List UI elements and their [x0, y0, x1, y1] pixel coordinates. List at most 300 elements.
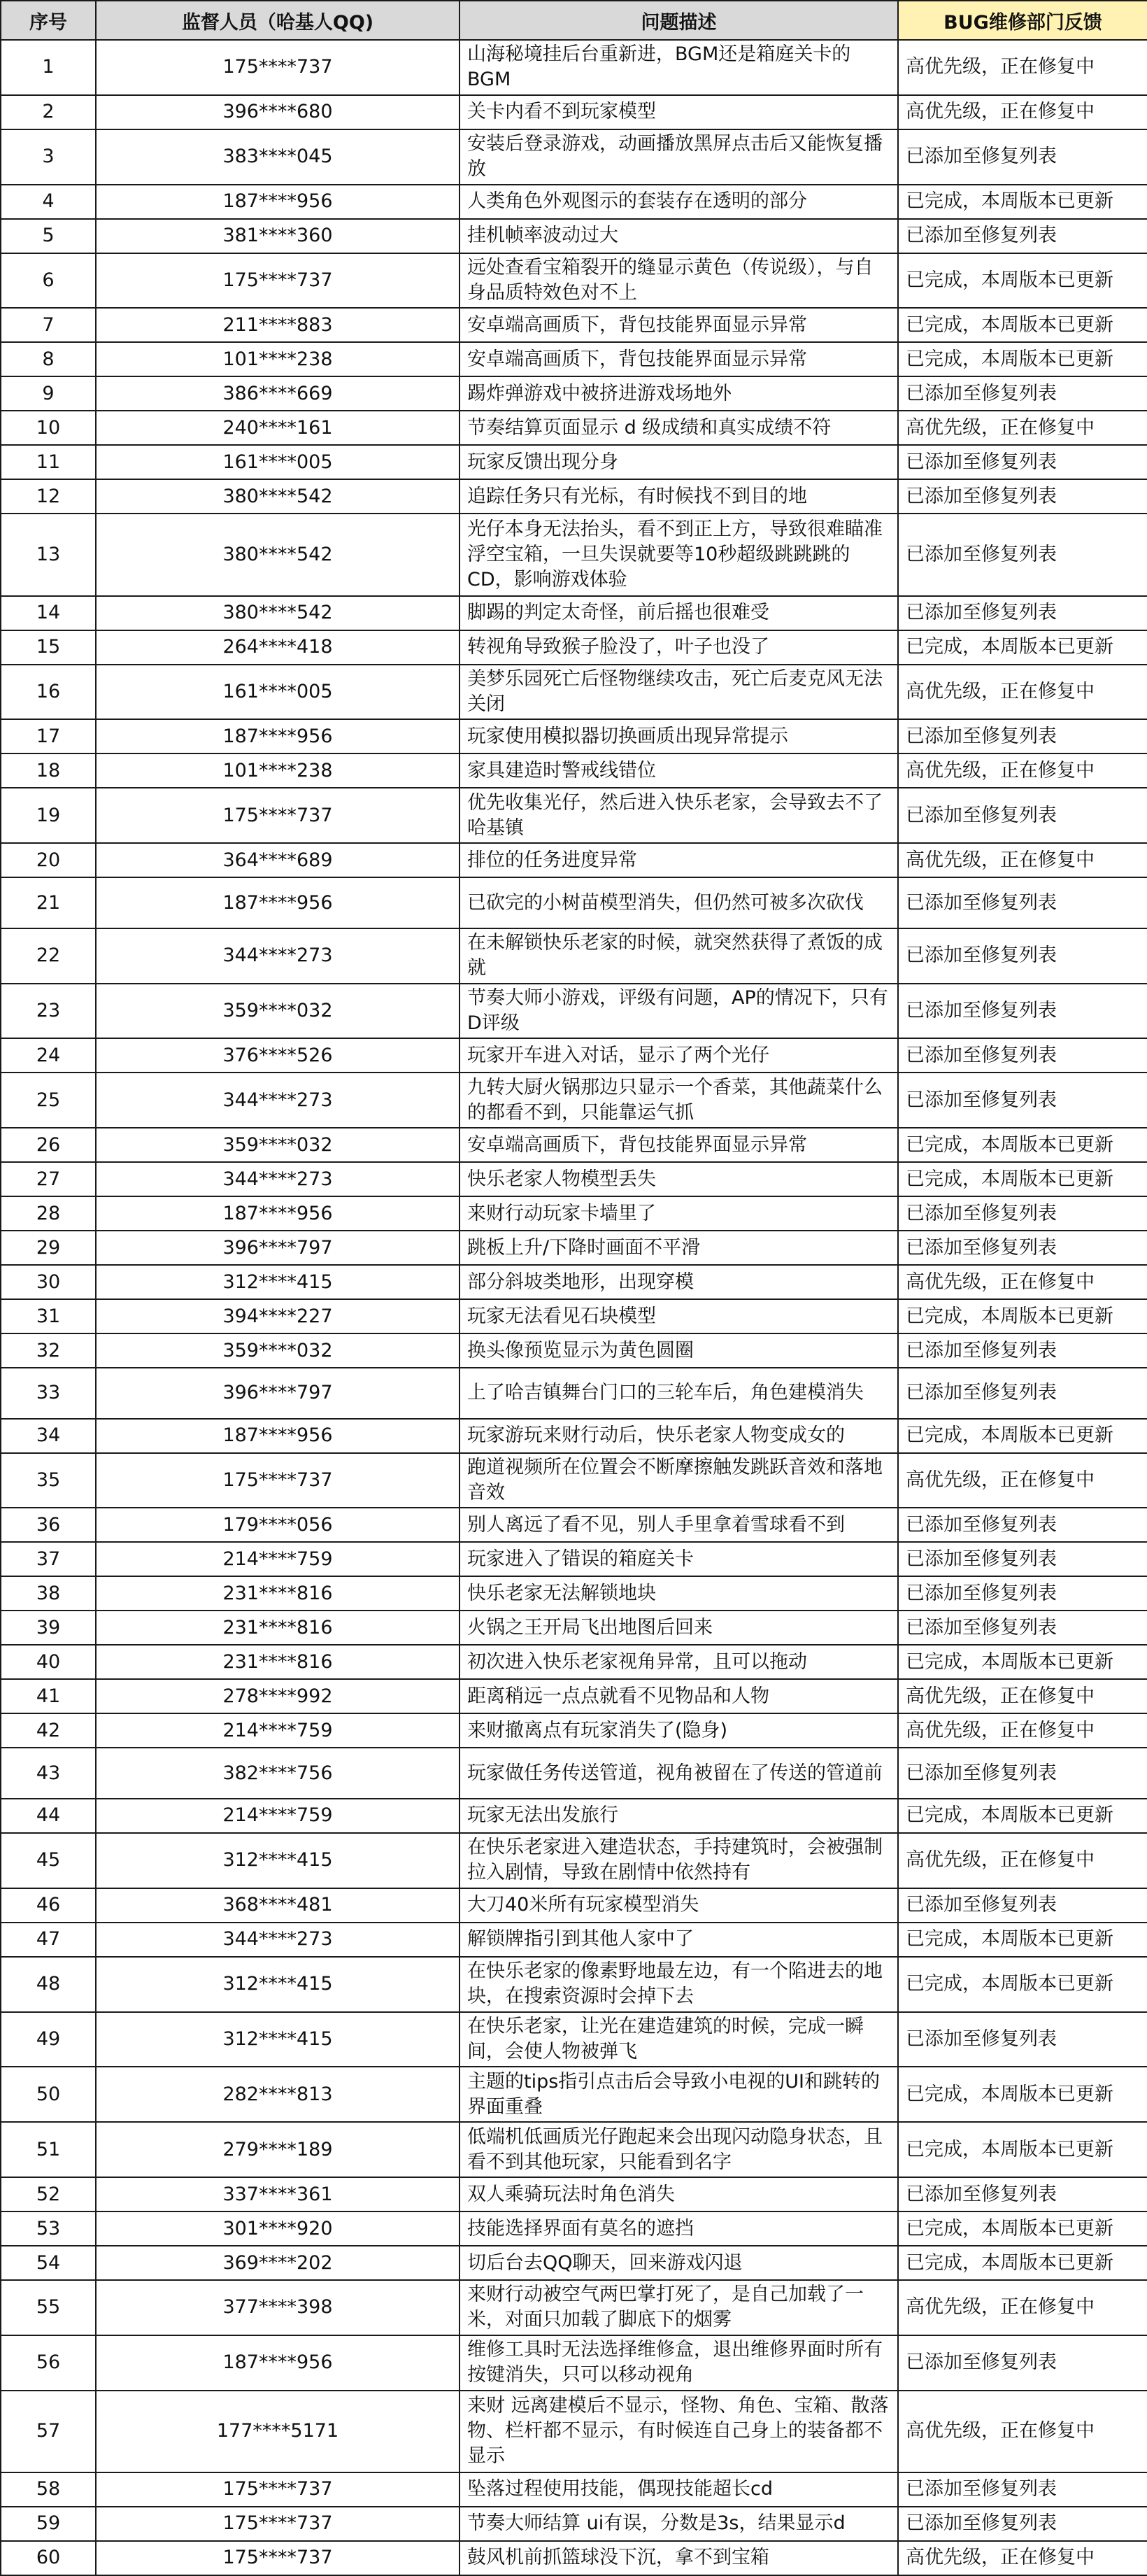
table-row: [1, 2246, 1147, 2280]
row-number: 1: [1, 40, 96, 95]
repair-feedback: 高优先级，正在修复中: [898, 2391, 1147, 2472]
table-row: [1, 1576, 1147, 1611]
row-number: 28: [1, 1196, 96, 1231]
table-row: [1, 1453, 1147, 1508]
issue-description: 远处查看宝箱裂开的缝显示黄色（传说级），与自身品质特效色对不上: [459, 253, 898, 309]
supervisor-qq: 383****045: [96, 129, 459, 185]
header-supervisor: 监督人员（哈基人QQ): [96, 1, 459, 40]
repair-feedback: 已添加至修复列表: [898, 719, 1147, 753]
row-number: 7: [1, 308, 96, 342]
issue-description: 挂机帧率波动过大: [459, 219, 898, 253]
row-number: 17: [1, 719, 96, 753]
supervisor-qq: 301****920: [96, 2211, 459, 2246]
issue-description: 切后台去QQ聊天，回来游戏闪退: [459, 2246, 898, 2280]
supervisor-qq: 396****797: [96, 1368, 459, 1418]
row-number: 56: [1, 2335, 96, 2391]
table-row: [1, 253, 1147, 309]
table-row: [1, 411, 1147, 445]
supervisor-qq: 369****202: [96, 2246, 459, 2280]
supervisor-qq: 312****415: [96, 1833, 459, 1888]
issue-description: 玩家使用模拟器切换画质出现异常提示: [459, 719, 898, 753]
table-row: [1, 665, 1147, 720]
table-row: [1, 376, 1147, 411]
row-number: 58: [1, 2472, 96, 2507]
issue-description: 跑道视频所在位置会不断摩擦触发跳跃音效和落地音效: [459, 1453, 898, 1508]
repair-feedback: 已完成，本周版本已更新: [898, 1128, 1147, 1162]
issue-description: 来财行动被空气两巴掌打死了，是自己加载了一米，对面只加载了脚底下的烟雾: [459, 2280, 898, 2335]
row-number: 37: [1, 1542, 96, 1576]
row-number: 32: [1, 1333, 96, 1368]
table-row: [1, 1508, 1147, 1542]
supervisor-qq: 344****273: [96, 1073, 459, 1128]
table-row: [1, 753, 1147, 788]
table-row: [1, 2012, 1147, 2067]
row-number: 35: [1, 1453, 96, 1508]
supervisor-qq: 101****238: [96, 753, 459, 788]
supervisor-qq: 359****032: [96, 984, 459, 1039]
row-number: 44: [1, 1799, 96, 1833]
repair-feedback: 已添加至修复列表: [898, 1576, 1147, 1611]
issue-description: 维修工具时无法选择维修盒，退出维修界面时所有按键消失，只可以移动视角: [459, 2335, 898, 2391]
supervisor-qq: 368****481: [96, 1888, 459, 1923]
issue-description: 追踪任务只有光标，有时候找不到目的地: [459, 479, 898, 514]
repair-feedback: 已添加至修复列表: [898, 514, 1147, 595]
supervisor-qq: 231****816: [96, 1576, 459, 1611]
issue-description: 排位的任务进度异常: [459, 843, 898, 877]
repair-feedback: 已添加至修复列表: [898, 928, 1147, 984]
supervisor-qq: 175****737: [96, 2507, 459, 2541]
issue-description: 来财撤离点有玩家消失了(隐身): [459, 1713, 898, 1748]
supervisor-qq: 214****759: [96, 1713, 459, 1748]
issue-description: 快乐老家无法解锁地块: [459, 1576, 898, 1611]
supervisor-qq: 312****415: [96, 1957, 459, 2012]
table-row: [1, 928, 1147, 984]
repair-feedback: 高优先级，正在修复中: [898, 1679, 1147, 1713]
issue-description: 优先收集光仔，然后进入快乐老家，会导致去不了哈基镇: [459, 788, 898, 843]
supervisor-qq: 175****737: [96, 2472, 459, 2507]
repair-feedback: 已添加至修复列表: [898, 2012, 1147, 2067]
supervisor-qq: 231****816: [96, 1645, 459, 1679]
supervisor-qq: 364****689: [96, 843, 459, 877]
repair-feedback: 已完成，本周版本已更新: [898, 308, 1147, 342]
table-row: [1, 2122, 1147, 2177]
supervisor-qq: 380****542: [96, 596, 459, 630]
table-row: [1, 2391, 1147, 2472]
supervisor-qq: 161****005: [96, 665, 459, 720]
repair-feedback: 已完成，本周版本已更新: [898, 1645, 1147, 1679]
repair-feedback: 已完成，本周版本已更新: [898, 1299, 1147, 1333]
issue-description: 上了哈吉镇舞台门口的三轮车后，角色建模消失: [459, 1368, 898, 1418]
repair-feedback: 已添加至修复列表: [898, 2472, 1147, 2507]
row-number: 48: [1, 1957, 96, 2012]
row-number: 45: [1, 1833, 96, 1888]
repair-feedback: 已添加至修复列表: [898, 1508, 1147, 1542]
repair-feedback: 高优先级，正在修复中: [898, 1833, 1147, 1888]
header-description: 问题描述: [459, 1, 898, 40]
supervisor-qq: 187****956: [96, 1419, 459, 1453]
issue-description: 节奏大师结算 ui有误，分数是3s，结果显示d: [459, 2507, 898, 2541]
row-number: 16: [1, 665, 96, 720]
row-number: 3: [1, 129, 96, 185]
supervisor-qq: 175****737: [96, 1453, 459, 1508]
repair-feedback: 已完成，本周版本已更新: [898, 2246, 1147, 2280]
row-number: 19: [1, 788, 96, 843]
issue-description: 解锁牌指引到其他人家中了: [459, 1923, 898, 1957]
issue-description: 距离稍远一点点就看不见物品和人物: [459, 1679, 898, 1713]
row-number: 36: [1, 1508, 96, 1542]
supervisor-qq: 380****542: [96, 514, 459, 595]
repair-feedback: 已添加至修复列表: [898, 1038, 1147, 1073]
supervisor-qq: 386****669: [96, 376, 459, 411]
repair-feedback: 已添加至修复列表: [898, 2507, 1147, 2541]
row-number: 5: [1, 219, 96, 253]
row-number: 24: [1, 1038, 96, 1073]
repair-feedback: 已添加至修复列表: [898, 1073, 1147, 1128]
issue-description: 在未解锁快乐老家的时候，就突然获得了煮饭的成就: [459, 928, 898, 984]
issue-description: 部分斜坡类地形，出现穿模: [459, 1265, 898, 1299]
row-number: 21: [1, 877, 96, 928]
table-row: [1, 1713, 1147, 1748]
table-row: [1, 2067, 1147, 2122]
table-row: [1, 1748, 1147, 1798]
repair-feedback: 已完成，本周版本已更新: [898, 2211, 1147, 2246]
row-number: 43: [1, 1748, 96, 1798]
row-number: 31: [1, 1299, 96, 1333]
row-number: 12: [1, 479, 96, 514]
repair-feedback: 已添加至修复列表: [898, 479, 1147, 514]
repair-feedback: 已完成，本周版本已更新: [898, 1419, 1147, 1453]
table-row: [1, 219, 1147, 253]
supervisor-qq: 344****273: [96, 1162, 459, 1196]
supervisor-qq: 337****361: [96, 2177, 459, 2211]
row-number: 15: [1, 630, 96, 665]
supervisor-qq: 187****956: [96, 877, 459, 928]
repair-feedback: 高优先级，正在修复中: [898, 95, 1147, 129]
repair-feedback: 高优先级，正在修复中: [898, 2541, 1147, 2575]
repair-feedback: 已完成，本周版本已更新: [898, 1162, 1147, 1196]
repair-feedback: 已添加至修复列表: [898, 1333, 1147, 1368]
header-row: [1, 1, 1147, 40]
table-row: [1, 308, 1147, 342]
supervisor-qq: 394****227: [96, 1299, 459, 1333]
table-row: [1, 1038, 1147, 1073]
table-row: [1, 1833, 1147, 1888]
supervisor-qq: 278****992: [96, 1679, 459, 1713]
row-number: 41: [1, 1679, 96, 1713]
supervisor-qq: 231****816: [96, 1611, 459, 1645]
supervisor-qq: 312****415: [96, 1265, 459, 1299]
table-row: [1, 479, 1147, 514]
row-number: 10: [1, 411, 96, 445]
header-no: 序号: [1, 1, 96, 40]
repair-feedback: 已添加至修复列表: [898, 1231, 1147, 1265]
supervisor-qq: 359****032: [96, 1128, 459, 1162]
table-row: [1, 1888, 1147, 1923]
table-row: [1, 2211, 1147, 2246]
issue-description: 坠落过程使用技能，偶现技能超长cd: [459, 2472, 898, 2507]
row-number: 54: [1, 2246, 96, 2280]
supervisor-qq: 187****956: [96, 2335, 459, 2391]
table-row: [1, 185, 1147, 219]
table-row: [1, 514, 1147, 595]
supervisor-qq: 177****5171: [96, 2391, 459, 2472]
issue-description: 人类角色外观图示的套装存在透明的部分: [459, 185, 898, 219]
row-number: 29: [1, 1231, 96, 1265]
supervisor-qq: 396****797: [96, 1231, 459, 1265]
issue-description: 节奏大师小游戏，评级有问题，AP的情况下，只有D评级: [459, 984, 898, 1039]
repair-feedback: 已添加至修复列表: [898, 445, 1147, 479]
supervisor-qq: 240****161: [96, 411, 459, 445]
row-number: 22: [1, 928, 96, 984]
issue-description: 双人乘骑玩法时角色消失: [459, 2177, 898, 2211]
repair-feedback: 已添加至修复列表: [898, 129, 1147, 185]
row-number: 6: [1, 253, 96, 309]
row-number: 53: [1, 2211, 96, 2246]
issue-description: 技能选择界面有莫名的遮挡: [459, 2211, 898, 2246]
table-row: [1, 1645, 1147, 1679]
row-number: 8: [1, 342, 96, 376]
row-number: 30: [1, 1265, 96, 1299]
supervisor-qq: 382****756: [96, 1748, 459, 1798]
table-row: [1, 1073, 1147, 1128]
table-row: [1, 1542, 1147, 1576]
issue-description: 跳板上升/下降时画面不平滑: [459, 1231, 898, 1265]
row-number: 27: [1, 1162, 96, 1196]
issue-description: 鼓风机前抓篮球没下沉，拿不到宝箱: [459, 2541, 898, 2575]
repair-feedback: 高优先级，正在修复中: [898, 411, 1147, 445]
row-number: 51: [1, 2122, 96, 2177]
issue-description: 玩家游玩来财行动后，快乐老家人物变成女的: [459, 1419, 898, 1453]
table-row: [1, 1368, 1147, 1418]
issue-description: 玩家反馈出现分身: [459, 445, 898, 479]
issue-description: 山海秘境挂后台重新进，BGM还是箱庭关卡的BGM: [459, 40, 898, 95]
issue-description: 九转大厨火锅那边只显示一个香菜，其他蔬菜什么的都看不到，只能靠运气抓: [459, 1073, 898, 1128]
table-row: [1, 342, 1147, 376]
row-number: 13: [1, 514, 96, 595]
row-number: 2: [1, 95, 96, 129]
supervisor-qq: 344****273: [96, 928, 459, 984]
repair-feedback: 已完成，本周版本已更新: [898, 630, 1147, 665]
supervisor-qq: 279****189: [96, 2122, 459, 2177]
issue-description: 在快乐老家进入建造状态，手持建筑时，会被强制拉入剧情，导致在剧情中依然持有: [459, 1833, 898, 1888]
supervisor-qq: 377****398: [96, 2280, 459, 2335]
supervisor-qq: 161****005: [96, 445, 459, 479]
table-row: [1, 1679, 1147, 1713]
issue-description: 已砍完的小树苗模型消失，但仍然可被多次砍伐: [459, 877, 898, 928]
issue-description: 在快乐老家，让光在建造建筑的时候，完成一瞬间，会使人物被弹飞: [459, 2012, 898, 2067]
table-row: [1, 984, 1147, 1039]
issue-description: 别人离远了看不见，别人手里拿着雪球看不到: [459, 1508, 898, 1542]
repair-feedback: 已完成，本周版本已更新: [898, 342, 1147, 376]
row-number: 20: [1, 843, 96, 877]
supervisor-qq: 179****056: [96, 1508, 459, 1542]
row-number: 26: [1, 1128, 96, 1162]
issue-description: 主题的tips指引点击后会导致小电视的UI和跳转的界面重叠: [459, 2067, 898, 2122]
supervisor-qq: 187****956: [96, 719, 459, 753]
row-number: 46: [1, 1888, 96, 1923]
issue-description: 在快乐老家的像素野地最左边，有一个陷进去的地块，在搜索资源时会掉下去: [459, 1957, 898, 2012]
supervisor-qq: 214****759: [96, 1542, 459, 1576]
row-number: 50: [1, 2067, 96, 2122]
row-number: 4: [1, 185, 96, 219]
row-number: 9: [1, 376, 96, 411]
supervisor-qq: 175****737: [96, 253, 459, 309]
repair-feedback: 已添加至修复列表: [898, 1368, 1147, 1418]
row-number: 59: [1, 2507, 96, 2541]
repair-feedback: 已添加至修复列表: [898, 788, 1147, 843]
issue-description: 光仔本身无法抬头，看不到正上方，导致很难瞄准浮空宝箱，一旦失误就要等10秒超级跳跳跳的CD，影响游戏体验: [459, 514, 898, 595]
issue-description: 玩家无法出发旅行: [459, 1799, 898, 1833]
table-row: [1, 2507, 1147, 2541]
issue-description: 关卡内看不到玩家模型: [459, 95, 898, 129]
table-row: [1, 95, 1147, 129]
row-number: 49: [1, 2012, 96, 2067]
repair-feedback: 已添加至修复列表: [898, 1196, 1147, 1231]
supervisor-qq: 312****415: [96, 2012, 459, 2067]
supervisor-qq: 380****542: [96, 479, 459, 514]
row-number: 40: [1, 1645, 96, 1679]
issue-description: 安卓端高画质下，背包技能界面显示异常: [459, 342, 898, 376]
supervisor-qq: 214****759: [96, 1799, 459, 1833]
row-number: 23: [1, 984, 96, 1039]
issue-description: 安装后登录游戏，动画播放黑屏点击后又能恢复播放: [459, 129, 898, 185]
issue-description: 换头像预览显示为黄色圆圈: [459, 1333, 898, 1368]
row-number: 47: [1, 1923, 96, 1957]
issue-description: 节奏结算页面显示 d 级成绩和真实成绩不符: [459, 411, 898, 445]
issue-description: 低端机低画质光仔跑起来会出现闪动隐身状态，且看不到其他玩家，只能看到名字: [459, 2122, 898, 2177]
issue-description: 玩家无法看见石块模型: [459, 1299, 898, 1333]
table-row: [1, 1231, 1147, 1265]
supervisor-qq: 396****680: [96, 95, 459, 129]
repair-feedback: 已添加至修复列表: [898, 2177, 1147, 2211]
issue-description: 玩家进入了错误的箱庭关卡: [459, 1542, 898, 1576]
repair-feedback: 已添加至修复列表: [898, 596, 1147, 630]
table-row: [1, 1611, 1147, 1645]
supervisor-qq: 344****273: [96, 1923, 459, 1957]
issue-description: 玩家开车进入对话，显示了两个光仔: [459, 1038, 898, 1073]
issue-description: 初次进入快乐老家视角异常，且可以拖动: [459, 1645, 898, 1679]
table-row: [1, 2335, 1147, 2391]
repair-feedback: 已完成，本周版本已更新: [898, 2122, 1147, 2177]
supervisor-qq: 175****737: [96, 788, 459, 843]
supervisor-qq: 175****737: [96, 2541, 459, 2575]
table-row: [1, 1299, 1147, 1333]
supervisor-qq: 175****737: [96, 40, 459, 95]
table-row: [1, 2541, 1147, 2575]
repair-feedback: 已完成，本周版本已更新: [898, 2067, 1147, 2122]
repair-feedback: 高优先级，正在修复中: [898, 1453, 1147, 1508]
row-number: 52: [1, 2177, 96, 2211]
repair-feedback: 已完成，本周版本已更新: [898, 1923, 1147, 1957]
row-number: 25: [1, 1073, 96, 1128]
table-row: [1, 2177, 1147, 2211]
table-row: [1, 2472, 1147, 2507]
table-row: [1, 40, 1147, 95]
issue-description: 转视角导致猴子脸没了，叶子也没了: [459, 630, 898, 665]
table-row: [1, 788, 1147, 843]
table-row: [1, 843, 1147, 877]
repair-feedback: 高优先级，正在修复中: [898, 665, 1147, 720]
supervisor-qq: 282****813: [96, 2067, 459, 2122]
header-feedback: BUG维修部门反馈: [898, 1, 1147, 40]
issue-description: 大刀40米所有玩家模型消失: [459, 1888, 898, 1923]
repair-feedback: 高优先级，正在修复中: [898, 2280, 1147, 2335]
issue-description: 玩家做任务传送管道，视角被留在了传送的管道前: [459, 1748, 898, 1798]
supervisor-qq: 187****956: [96, 185, 459, 219]
table-row: [1, 445, 1147, 479]
table-row: [1, 2280, 1147, 2335]
repair-feedback: 已完成，本周版本已更新: [898, 253, 1147, 309]
row-number: 60: [1, 2541, 96, 2575]
repair-feedback: 已完成，本周版本已更新: [898, 185, 1147, 219]
table-row: [1, 1419, 1147, 1453]
table-row: [1, 1957, 1147, 2012]
row-number: 14: [1, 596, 96, 630]
table-row: [1, 719, 1147, 753]
repair-feedback: 已添加至修复列表: [898, 984, 1147, 1039]
table-row: [1, 1196, 1147, 1231]
table-row: [1, 1265, 1147, 1299]
supervisor-qq: 376****526: [96, 1038, 459, 1073]
repair-feedback: 已添加至修复列表: [898, 219, 1147, 253]
table-row: [1, 596, 1147, 630]
supervisor-qq: 211****883: [96, 308, 459, 342]
issue-description: 家具建造时警戒线错位: [459, 753, 898, 788]
issue-description: 安卓端高画质下，背包技能界面显示异常: [459, 1128, 898, 1162]
supervisor-qq: 381****360: [96, 219, 459, 253]
row-number: 42: [1, 1713, 96, 1748]
row-number: 33: [1, 1368, 96, 1418]
row-number: 18: [1, 753, 96, 788]
row-number: 57: [1, 2391, 96, 2472]
repair-feedback: 高优先级，正在修复中: [898, 40, 1147, 95]
row-number: 34: [1, 1419, 96, 1453]
row-number: 11: [1, 445, 96, 479]
repair-feedback: 已添加至修复列表: [898, 376, 1147, 411]
repair-feedback: 高优先级，正在修复中: [898, 1713, 1147, 1748]
table-row: [1, 630, 1147, 665]
table-row: [1, 1128, 1147, 1162]
repair-feedback: 已完成，本周版本已更新: [898, 1799, 1147, 1833]
table-row: [1, 129, 1147, 185]
table-row: [1, 1799, 1147, 1833]
repair-feedback: 已添加至修复列表: [898, 1888, 1147, 1923]
row-number: 38: [1, 1576, 96, 1611]
issue-description: 来财 远离建模后不显示，怪物、角色、宝箱、散落物、栏杆都不显示，有时候连自己身上的装备都不显示: [459, 2391, 898, 2472]
row-number: 39: [1, 1611, 96, 1645]
repair-feedback: 高优先级，正在修复中: [898, 753, 1147, 788]
table-row: [1, 1333, 1147, 1368]
repair-feedback: 高优先级，正在修复中: [898, 1265, 1147, 1299]
table-row: [1, 1162, 1147, 1196]
repair-feedback: 已完成，本周版本已更新: [898, 1957, 1147, 2012]
supervisor-qq: 101****238: [96, 342, 459, 376]
repair-feedback: 已添加至修复列表: [898, 1748, 1147, 1798]
issue-description: 安卓端高画质下，背包技能界面显示异常: [459, 308, 898, 342]
issue-description: 快乐老家人物模型丢失: [459, 1162, 898, 1196]
repair-feedback: 已添加至修复列表: [898, 2335, 1147, 2391]
table-row: [1, 1923, 1147, 1957]
row-number: 55: [1, 2280, 96, 2335]
table-row: [1, 877, 1147, 928]
supervisor-qq: 359****032: [96, 1333, 459, 1368]
issue-description: 来财行动玩家卡墙里了: [459, 1196, 898, 1231]
supervisor-qq: 187****956: [96, 1196, 459, 1231]
table-body: [1, 40, 1147, 2575]
issue-description: 脚踢的判定太奇怪，前后摇也很难受: [459, 596, 898, 630]
repair-feedback: 已添加至修复列表: [898, 1542, 1147, 1576]
repair-feedback: 已添加至修复列表: [898, 877, 1147, 928]
